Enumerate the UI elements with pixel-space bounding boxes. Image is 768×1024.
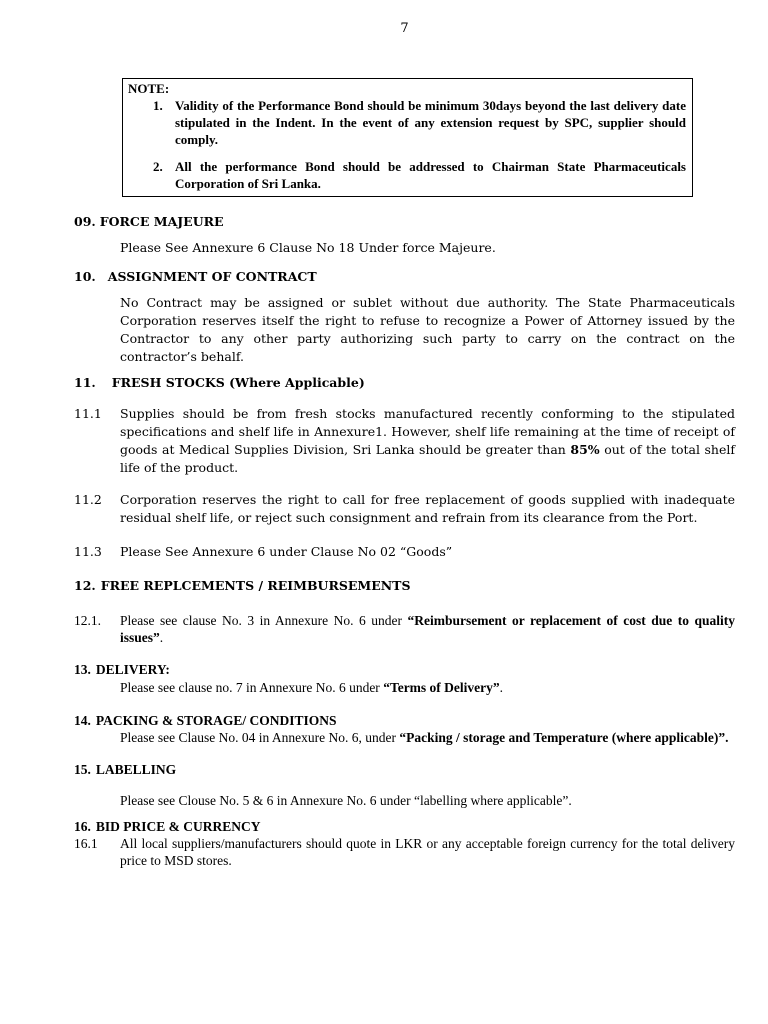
section-number: 14. bbox=[74, 713, 91, 728]
section-heading-14 bbox=[74, 712, 735, 729]
clause-text bbox=[120, 405, 735, 477]
clause-number: 11.3 bbox=[74, 544, 102, 559]
note-label: NOTE: bbox=[128, 81, 170, 96]
body-text-pre: Please see clause no. 7 in Annexure No. 6 under bbox=[120, 680, 384, 695]
note-box bbox=[122, 78, 693, 197]
section-14-body bbox=[120, 729, 735, 746]
section-title: PACKING & STORAGE/ CONDITIONS bbox=[95, 713, 337, 728]
section-number: 10. bbox=[74, 269, 96, 284]
section-heading-09 bbox=[74, 213, 735, 231]
clause-text-bold: 85% bbox=[570, 442, 600, 457]
section-title: DELIVERY: bbox=[95, 662, 170, 677]
clause-16-1 bbox=[74, 835, 735, 869]
body-text-bold: “Terms of Delivery” bbox=[383, 680, 500, 695]
body-text-post: . bbox=[499, 680, 504, 695]
section-09-body: Please See Annexure 6 Clause No 18 Under force Majeure. bbox=[120, 240, 496, 255]
section-title: FORCE MAJEURE bbox=[99, 214, 224, 229]
clause-text: Please See Annexure 6 under Clause No 02 “Goods” bbox=[120, 544, 453, 559]
section-heading-12 bbox=[74, 577, 735, 595]
clause-number: 16.1 bbox=[74, 836, 98, 851]
body-text-pre: Please see Clause No. 04 in Annexure No. 6, under bbox=[120, 730, 400, 745]
clause-number: 11.2 bbox=[74, 492, 102, 507]
note-item-2 bbox=[153, 158, 686, 192]
section-title: LABELLING bbox=[95, 762, 177, 777]
section-number: 16. bbox=[74, 819, 91, 834]
section-title: FREE REPLCEMENTS / REIMBURSEMENTS bbox=[100, 578, 411, 593]
page-number: 7 bbox=[400, 21, 409, 36]
clause-text-post: . bbox=[159, 630, 164, 645]
section-number: 09. bbox=[74, 214, 96, 229]
section-13-body bbox=[120, 679, 735, 696]
clause-text-pre: Supplies should be from fresh stocks manufactured recently conforming to the stipulated specifications and shelf life in Annexure1. However, shelf life remaining at the time of receipt of goods at Medical Supplies Division, Sri Lanka should be greater than bbox=[120, 406, 735, 457]
section-heading-16 bbox=[74, 818, 735, 835]
section-heading-11 bbox=[74, 374, 735, 392]
note-item-1 bbox=[153, 97, 686, 148]
clause-text-post: out of the total shelf life of the product. bbox=[120, 442, 736, 475]
section-heading-13 bbox=[74, 661, 735, 678]
clause-text-pre: Please see clause No. 3 in Annexure No. 6 under bbox=[120, 613, 408, 628]
section-number: 13. bbox=[74, 662, 91, 677]
body-text-bold: “Packing / storage and Temperature (where applicable)”. bbox=[399, 730, 729, 745]
section-heading-15 bbox=[74, 761, 735, 778]
note-item-number: 1. bbox=[153, 98, 163, 113]
clause-number: 11.1 bbox=[74, 406, 102, 421]
section-number: 15. bbox=[74, 762, 91, 777]
note-item-number: 2. bbox=[153, 159, 163, 174]
clause-text-bold: “Reimbursement or replacement of cost due to quality issues” bbox=[120, 613, 735, 645]
section-15-body: Please see Clouse No. 5 & 6 in Annexure No. 6 under “labelling where applicable”. bbox=[120, 793, 572, 808]
section-heading-10 bbox=[74, 268, 735, 286]
section-10-body: No Contract may be assigned or sublet without due authority. The State Pharmaceuticals Corporation reserves itself the right to refuse to recognize a Power of Attorney issued by the Contractor to any other party authorizing such party to carry on the contract on the contractor’s behalf. bbox=[120, 295, 735, 364]
clause-text bbox=[120, 612, 735, 646]
clause-12-1 bbox=[74, 612, 735, 646]
section-number: 12. bbox=[74, 578, 96, 593]
clause-text: All local suppliers/manufacturers should quote in LKR or any acceptable foreign currency for the total delivery price to MSD stores. bbox=[120, 836, 735, 868]
section-number: 11. bbox=[74, 375, 96, 390]
section-title: BID PRICE & CURRENCY bbox=[95, 819, 261, 834]
clause-text: Corporation reserves the right to call for free replacement of goods supplied with inadequate residual shelf life, or reject such consignment and refrain from its clearance from the Port. bbox=[120, 492, 735, 525]
section-title: FRESH STOCKS (Where Applicable) bbox=[111, 375, 365, 390]
clause-11-1 bbox=[74, 405, 735, 477]
section-title: ASSIGNMENT OF CONTRACT bbox=[107, 269, 317, 284]
clause-11-3 bbox=[74, 543, 735, 561]
clause-11-2 bbox=[74, 491, 735, 527]
clause-number: 12.1. bbox=[74, 613, 101, 628]
note-item-text: Validity of the Performance Bond should be minimum 30days beyond the last delivery date stipulated in the Indent. In the event of any extension request by SPC, supplier should comply. bbox=[175, 98, 686, 147]
note-item-text: All the performance Bond should be addressed to Chairman State Pharmaceuticals Corporation of Sri Lanka. bbox=[175, 159, 686, 191]
